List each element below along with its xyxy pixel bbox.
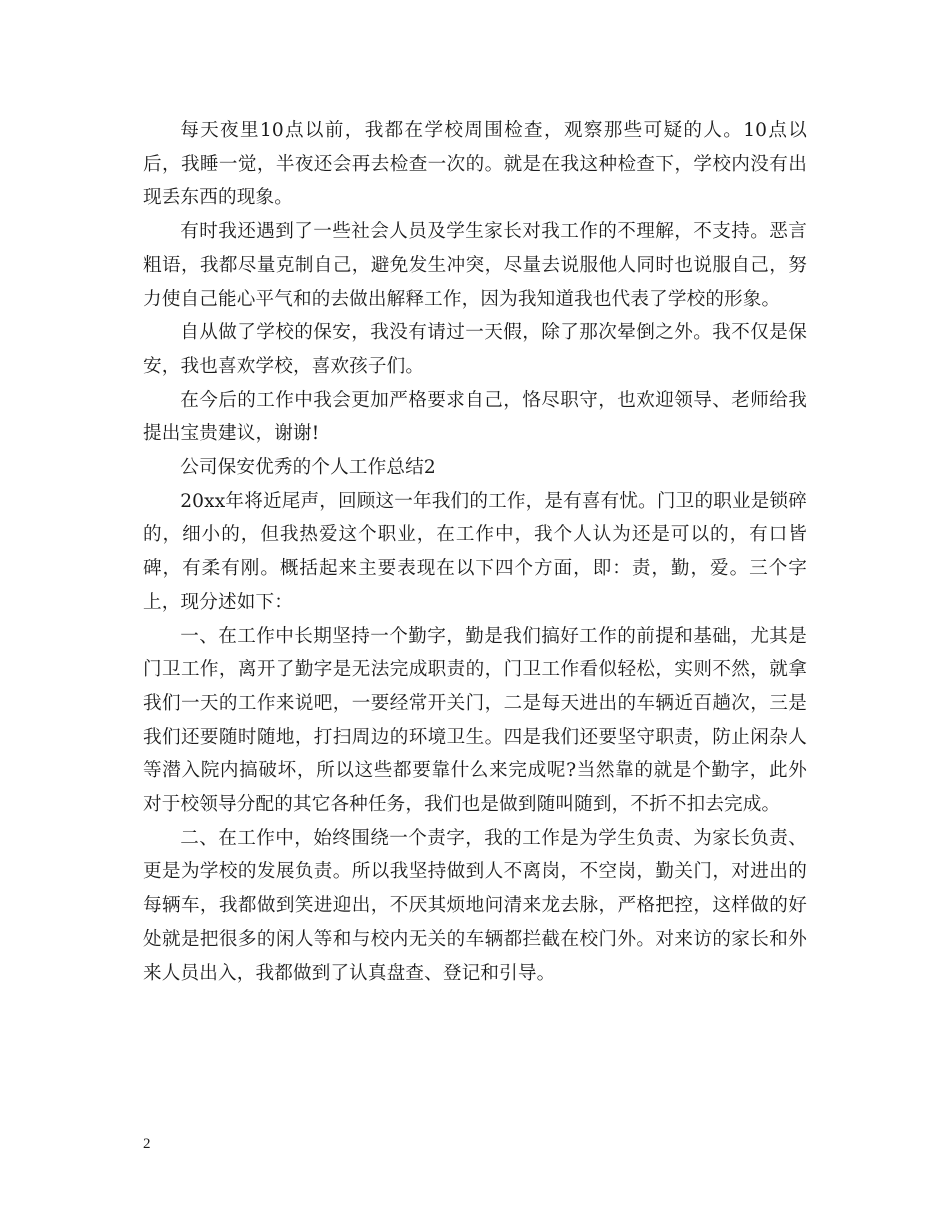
paragraph-night-patrol: 每天夜里10点以前，我都在学校周围检查，观察那些可疑的人。10点以后，我睡一觉，半夜还会再去检查一次的。就是在我这种检查下，学校内没有出现丢东西的现象。	[143, 120, 807, 209]
document-body	[143, 114, 807, 990]
section-heading: 公司保安优秀的个人工作总结2	[180, 457, 436, 479]
page-number: 2	[143, 1136, 151, 1152]
paragraph-no-leave: 自从做了学校的保安，我没有请过一天假，除了那次晕倒之外。我不仅是保安，我也喜欢学校，喜欢孩子们。	[143, 322, 807, 377]
paragraph-year-review: 20xx年将近尾声，回顾这一年我们的工作，是有喜有忧。门卫的职业是锁碎的，细小的，但我热爱这个职业，在工作中，我个人认为还是可以的，有口皆碑，有柔有刚。概括起来主要表现在以下四个方面，即：责，勤，爱。三个字上，现分述如下：	[143, 490, 807, 613]
paragraph-misunderstanding: 有时我还遇到了一些社会人员及学生家长对我工作的不理解，不支持。恶言粗语，我都尽量克制自己，避免发生冲突，尽量去说服他人同时也说服自己，努力使自己能心平气和的去做出解释工作，因为我知道我也代表了学校的形象。	[143, 221, 807, 310]
paragraph-responsibility: 二、在工作中，始终围绕一个责字，我的工作是为学生负责、为家长负责、更是为学校的发展负责。所以我坚持做到人不离岗，不空岗，勤关门，对进出的每辆车，我都做到笑进迎出，不厌其烦地问清来龙去脉，严格把控，这样做的好处就是把很多的闲人等和与校内无关的车辆都拦截在校门外。对来访的家长和外来人员出入，我都做到了认真盘查、登记和引导。	[143, 827, 807, 984]
paragraph-diligence: 一、在工作中长期坚持一个勤字，勤是我们搞好工作的前提和基础，尤其是门卫工作，离开了勤字是无法完成职责的，门卫工作看似轻松，实则不然，就拿我们一天的工作来说吧，一要经常开关门，二是每天进出的车辆近百趟次，三是我们还要随时随地，打扫周边的环境卫生。四是我们还要坚守职责，防止闲杂人等潜入院内搞破坏，所以这些都要靠什么来完成呢?当然靠的就是个勤字，此外对于校领导分配的其它各种任务，我们也是做到随叫随到，不折不扣去完成。	[143, 625, 807, 816]
paragraph-future-work: 在今后的工作中我会更加严格要求自己，恪尽职守，也欢迎领导、老师给我提出宝贵建议，谢谢!	[143, 389, 807, 445]
